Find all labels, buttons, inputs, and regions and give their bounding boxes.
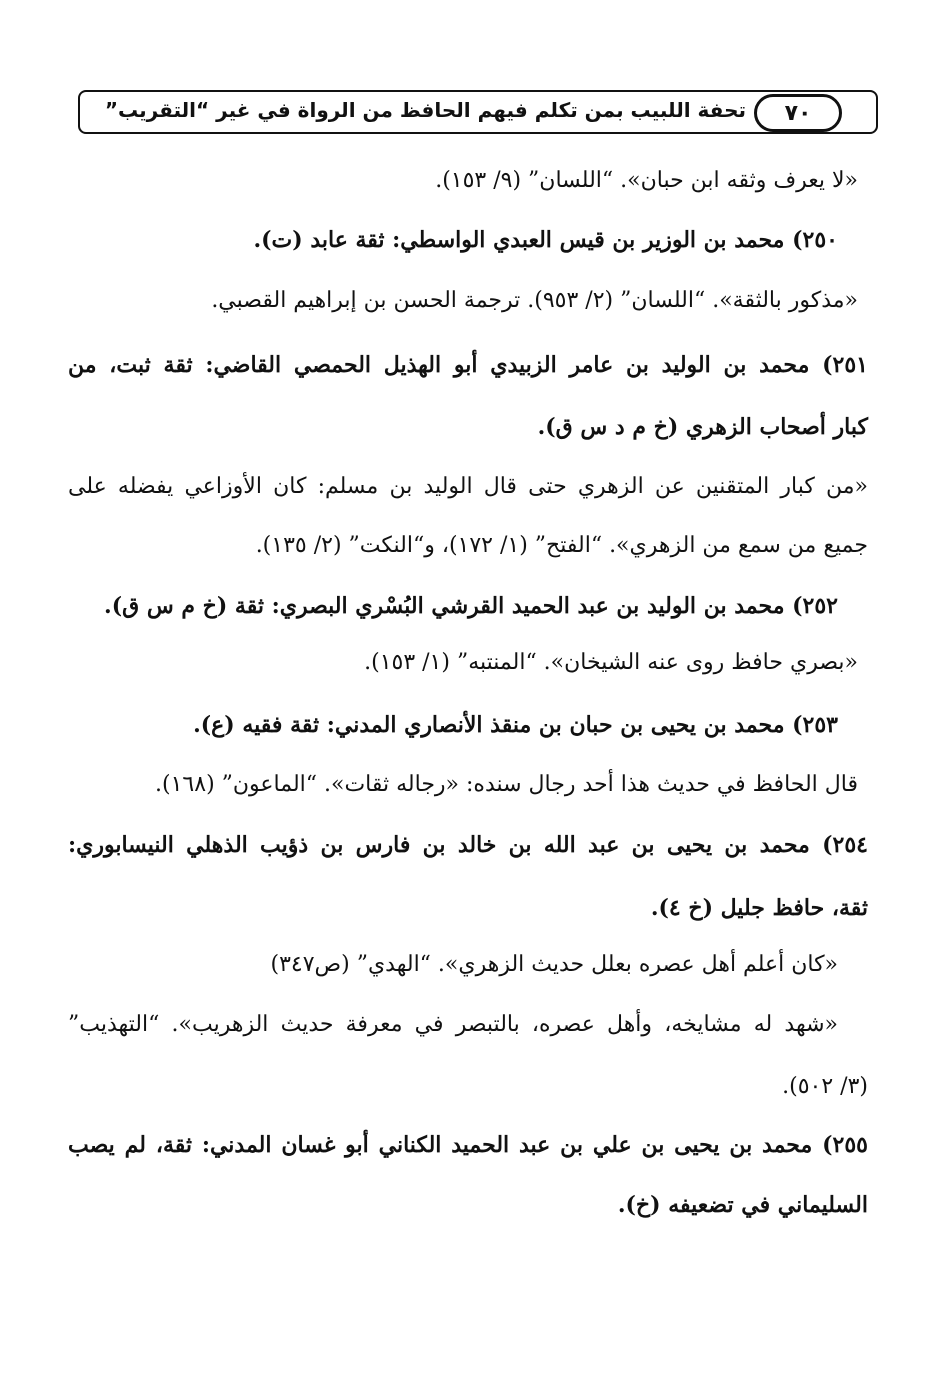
text-line: «شهد له مشايخه، وأهل عصره، بالتبصر في معرفة حديث الزهريب». “التهذيب”	[68, 1012, 838, 1037]
text-line: «من كبار المتقنين عن الزهري حتى قال الوليد بن مسلم: كان الأوزاعي يفضله على	[68, 474, 868, 499]
text-line: «لا يعرف وثقه ابن حبان». “اللسان” (٩/ ١٥٣).	[435, 168, 858, 193]
text-line: «مذكور بالثقة». “اللسان” (٢/ ٩٥٣). ترجمة الحسن بن إبراهيم القصبي.	[211, 288, 858, 313]
entry-line: ٢٥٠) محمد بن الوزير بن قيس العبدي الواسطي: ثقة عابد (ت).	[253, 227, 838, 253]
entry-line: ٢٥٤) محمد بن يحيى بن عبد الله بن خالد بن فارس بن ذؤيب الذهلي النيسابوري:	[68, 832, 868, 858]
page-number-badge	[754, 94, 842, 132]
entry-line: السليماني في تضعيفه (خ).	[617, 1192, 868, 1218]
text-line: قال الحافظ في حديث هذا أحد رجال سنده: «رجاله ثقات». “الماعون” (١٦٨).	[155, 772, 858, 797]
entry-line: ٢٥٥) محمد بن يحيى بن علي بن عبد الحميد الكناني أبو غسان المدني: ثقة، لم يصب	[68, 1132, 868, 1158]
page-number: ٧٠	[784, 100, 812, 126]
entry-line: كبار أصحاب الزهري (خ م د س ق).	[537, 414, 868, 440]
entry-line: ٢٥١) محمد بن الوليد بن عامر الزبيدي أبو الهذيل الحمصي القاضي: ثقة ثبت، من	[68, 352, 868, 378]
text-line: «كان أعلم أهل عصره بعلل حديث الزهري». “الهدي” (ص٣٤٧)	[270, 952, 838, 977]
text-line: «بصري حافظ روى عنه الشيخان». “المنتبه” (١/ ١٥٣).	[364, 650, 858, 675]
text-line: (٣/ ٥٠٢).	[782, 1074, 868, 1099]
text-line: جميع من سمع من الزهري». “الفتح” (١/ ١٧٢)، و“النكت” (٢/ ١٣٥).	[255, 533, 868, 558]
entry-line: ثقة، حافظ جليل (خ ٤).	[650, 895, 868, 921]
entry-line: ٢٥٢) محمد بن الوليد بن عبد الحميد القرشي البُسْري البصري: ثقة (خ م س ق).	[104, 593, 838, 619]
entry-line: ٢٥٣) محمد بن يحيى بن حبان بن منقذ الأنصاري المدني: ثقة فقيه (ع).	[193, 712, 838, 738]
running-header-title: تحفة اللبيب بمن تكلم فيهم الحافظ من الرواة في غير “التقريب”	[104, 98, 746, 122]
